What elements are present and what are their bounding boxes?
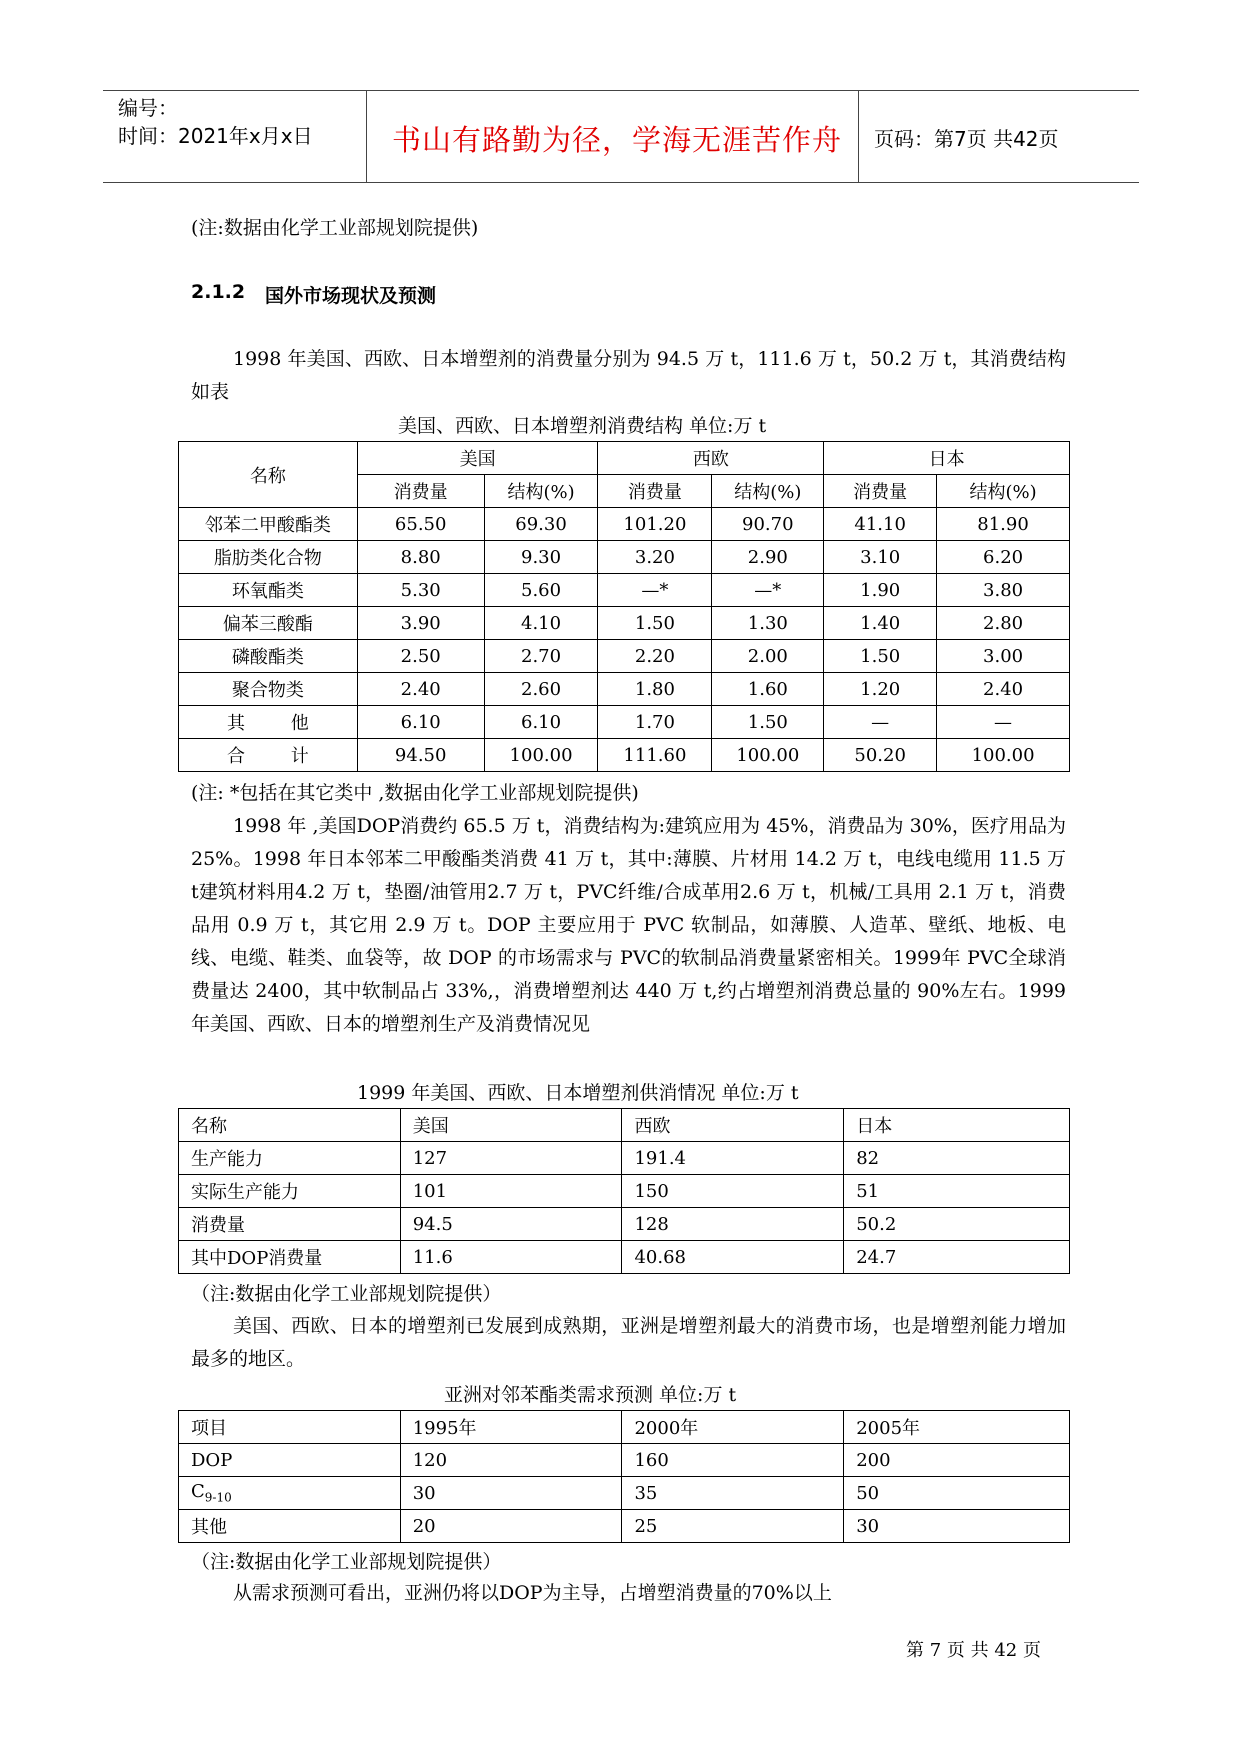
- table3-note: （注:数据由化学工业部规划院提供）: [191, 1551, 502, 1573]
- table-cell: 5.30: [357, 574, 484, 607]
- table-cell: 94.5: [400, 1208, 622, 1241]
- table-cell: 脂肪类化合物: [179, 541, 358, 574]
- table-cell: 191.4: [622, 1142, 844, 1175]
- table-row: [179, 1241, 1070, 1274]
- table-row: [179, 508, 1070, 541]
- paragraph-1: 1998 年美国、西欧、日本增塑剂的消费量分别为 94.5 万 t，111.6 万 t，50.2 万 t，其消费结构如表: [191, 348, 1066, 403]
- table-cell: 100.00: [937, 739, 1070, 772]
- table-cell: —: [937, 706, 1070, 739]
- table1-header-row: [179, 442, 1070, 475]
- table-cell: 100.00: [484, 739, 598, 772]
- table-cell: 160: [622, 1444, 844, 1477]
- c-label-base: C: [191, 1481, 205, 1503]
- table-cell: DOP: [179, 1444, 401, 1477]
- table-cell: 101.20: [598, 508, 712, 541]
- table-cell: 90.70: [712, 508, 824, 541]
- table1-region-japan: 日本: [824, 442, 1070, 475]
- document-number-label: 编号：: [118, 96, 178, 120]
- table-row: [179, 1510, 1070, 1543]
- table-cell: 3.10: [824, 541, 937, 574]
- table1-subheader: 结构(%): [937, 475, 1070, 508]
- table-cell: 1.70: [598, 706, 712, 739]
- table-cell: 65.50: [357, 508, 484, 541]
- table-cell: 合 计: [179, 739, 358, 772]
- table1-region-usa: 美国: [357, 442, 598, 475]
- table-cell: 其他: [179, 1510, 401, 1543]
- table-cell: 3.90: [357, 607, 484, 640]
- section-number: 2.1.2: [191, 281, 246, 303]
- table-row: [179, 1175, 1070, 1208]
- table1-name-header: 名称: [179, 442, 358, 508]
- table-cell: 2.40: [357, 673, 484, 706]
- table2-header-cell: 西欧: [622, 1109, 844, 1142]
- table-row: [179, 574, 1070, 607]
- table-cell: 200: [844, 1444, 1070, 1477]
- table-cell: 其 他: [179, 706, 358, 739]
- document-time-label: 时间：2021年x月x日: [118, 124, 313, 148]
- table-cell: 4.10: [484, 607, 598, 640]
- table-cell: 3.00: [937, 640, 1070, 673]
- table-cell: 41.10: [824, 508, 937, 541]
- table-cell: 1.80: [598, 673, 712, 706]
- table-cell: 127: [400, 1142, 622, 1175]
- table-cell: 35: [622, 1477, 844, 1510]
- table-cell: 120: [400, 1444, 622, 1477]
- table3-header-cell: 2005年: [844, 1411, 1070, 1444]
- table-cell: 51: [844, 1175, 1070, 1208]
- table-cell-c9-10: [179, 1477, 401, 1510]
- table-cell: 1.20: [824, 673, 937, 706]
- table-cell: 2.70: [484, 640, 598, 673]
- table1-subheader: 结构(%): [484, 475, 598, 508]
- table2-header-cell: 美国: [400, 1109, 622, 1142]
- table-cell: 6.10: [357, 706, 484, 739]
- table-cell: 1.50: [712, 706, 824, 739]
- table2-note: （注:数据由化学工业部规划院提供）: [191, 1283, 502, 1305]
- table-cell: 82: [844, 1142, 1070, 1175]
- table-cell: 3.80: [937, 574, 1070, 607]
- table-row: [179, 607, 1070, 640]
- paragraph-2: 1998 年 ,美国DOP消费约 65.5 万 t，消费结构为:建筑应用为 45%，消费品为 30%，医疗用品为25%。1998 年日本邻苯二甲酸酯类消费 41 万 t，其中:薄膜、片材用 14.2 万 t，电线电缆用 11.5 万 t建筑材料用4.2 万 t，垫圈/油管用2.7 万 t，PVC纤维/合成革用2.6 万 t，机械/工具用 2.1 万 t，消费品用 0.9 万 t，其它用 2.9 万 t。DOP 主要应用于 PVC 软制品，如薄膜、人造革、壁纸、地板、电线、电缆、鞋类、血袋等，故 DOP 的市场需求与 PVC的软制品消费量紧密相关。1999年 PVC全球消费量达 2400，其中软制品占 33%,，消费增塑剂达 440 万 t,约占增塑剂消费总量的 90%左右。1999 年美国、西欧、日本的增塑剂生产及消费情况见: [191, 815, 1066, 1035]
- table-cell: 2.40: [937, 673, 1070, 706]
- table-cell: 20: [400, 1510, 622, 1543]
- table-cell: 2.90: [712, 541, 824, 574]
- table-cell: 2.60: [484, 673, 598, 706]
- table-cell: 8.80: [357, 541, 484, 574]
- table-cell: 2.80: [937, 607, 1070, 640]
- table-cell: 1.50: [824, 640, 937, 673]
- table-cell: 1.50: [598, 607, 712, 640]
- table-cell: 111.60: [598, 739, 712, 772]
- table-cell: 128: [622, 1208, 844, 1241]
- table-cell: 50.20: [824, 739, 937, 772]
- page-footer: 第 7 页 共 42 页: [906, 1640, 1041, 1661]
- table1-caption: 美国、西欧、日本增塑剂消费结构 单位:万 t: [398, 415, 767, 437]
- table-cell: 30: [844, 1510, 1070, 1543]
- table-row: [179, 673, 1070, 706]
- table-cell: 5.60: [484, 574, 598, 607]
- table2-caption: 1999 年美国、西欧、日本增塑剂供消情况 单位:万 t: [357, 1082, 799, 1104]
- table-cell: 1.40: [824, 607, 937, 640]
- table-cell: 2.00: [712, 640, 824, 673]
- top-note: (注:数据由化学工业部规划院提供): [191, 217, 479, 239]
- table-row: [179, 1444, 1070, 1477]
- table2-header-cell: 名称: [179, 1109, 401, 1142]
- table-cell: 50.2: [844, 1208, 1070, 1241]
- header-bottom-rule: [103, 182, 1139, 183]
- table-row: [179, 541, 1070, 574]
- table-cell: 25: [622, 1510, 844, 1543]
- header-motto: 书山有路勤为径，学海无涯苦作舟: [392, 123, 843, 157]
- asia-demand-forecast-table: [178, 1410, 1070, 1543]
- table-row: [179, 1142, 1070, 1175]
- table-cell: 偏苯三酸酯: [179, 607, 358, 640]
- table-cell: 9.30: [484, 541, 598, 574]
- table-cell: 100.00: [712, 739, 824, 772]
- table-cell: 其中DOP消费量: [179, 1241, 401, 1274]
- consumption-structure-table: [178, 441, 1070, 772]
- table-cell: 50: [844, 1477, 1070, 1510]
- table-cell: 2.50: [357, 640, 484, 673]
- table-cell: 磷酸酯类: [179, 640, 358, 673]
- table-cell: 消费量: [179, 1208, 401, 1241]
- table-row: [179, 1208, 1070, 1241]
- paragraph-3: 美国、西欧、日本的增塑剂已发展到成熟期，亚洲是增塑剂最大的消费市场，也是增塑剂能力增加最多的地区。: [191, 1315, 1066, 1370]
- table-cell: 30: [400, 1477, 622, 1510]
- table1-subheader: 消费量: [357, 475, 484, 508]
- table-cell: 1.60: [712, 673, 824, 706]
- table-cell: 3.20: [598, 541, 712, 574]
- table-row: [179, 1477, 1070, 1510]
- table2-header-row: [179, 1109, 1070, 1142]
- table1-subheader: 结构(%): [712, 475, 824, 508]
- table1-region-western-europe: 西欧: [598, 442, 824, 475]
- table-cell: 69.30: [484, 508, 598, 541]
- table-cell: 1.30: [712, 607, 824, 640]
- table-cell: —*: [598, 574, 712, 607]
- table-cell: 6.10: [484, 706, 598, 739]
- table3-caption: 亚洲对邻苯酯类需求预测 单位:万 t: [444, 1384, 737, 1406]
- table-cell: 81.90: [937, 508, 1070, 541]
- section-title: 国外市场现状及预测: [265, 285, 437, 307]
- table-cell: 实际生产能力: [179, 1175, 401, 1208]
- paragraph-4: 从需求预测可看出，亚洲仍将以DOP为主导，占增塑消费量的70%以上: [233, 1582, 832, 1604]
- table-cell: 40.68: [622, 1241, 844, 1274]
- table-cell: 生产能力: [179, 1142, 401, 1175]
- table1-subheader: 消费量: [598, 475, 712, 508]
- table-cell: 邻苯二甲酸酯类: [179, 508, 358, 541]
- table-cell: 1.90: [824, 574, 937, 607]
- table-cell: 聚合物类: [179, 673, 358, 706]
- table1-note: (注: *包括在其它类中 ,数据由化学工业部规划院提供): [191, 782, 639, 804]
- table-row: [179, 640, 1070, 673]
- table-row: [179, 739, 1070, 772]
- table3-header-cell: 2000年: [622, 1411, 844, 1444]
- table-cell: 11.6: [400, 1241, 622, 1274]
- header-divider-right: [858, 90, 859, 182]
- table-cell: 150: [622, 1175, 844, 1208]
- table-cell: 6.20: [937, 541, 1070, 574]
- table2-header-cell: 日本: [844, 1109, 1070, 1142]
- supply-consumption-table: [178, 1108, 1070, 1274]
- table-cell: 24.7: [844, 1241, 1070, 1274]
- table1-subheader: 消费量: [824, 475, 937, 508]
- table-cell: 94.50: [357, 739, 484, 772]
- header-divider-left: [366, 90, 367, 182]
- table3-header-cell: 项目: [179, 1411, 401, 1444]
- table-cell: 环氧酯类: [179, 574, 358, 607]
- table-cell: —*: [712, 574, 824, 607]
- table-cell: 2.20: [598, 640, 712, 673]
- table-cell: —: [824, 706, 937, 739]
- header-top-rule: [103, 90, 1139, 91]
- header-page-label: 页码：第7页 共42页: [874, 127, 1059, 151]
- table-cell: 101: [400, 1175, 622, 1208]
- table-row: [179, 706, 1070, 739]
- table3-header-cell: 1995年: [400, 1411, 622, 1444]
- table3-header-row: [179, 1411, 1070, 1444]
- c-label-subscript: 9-10: [204, 1490, 232, 1505]
